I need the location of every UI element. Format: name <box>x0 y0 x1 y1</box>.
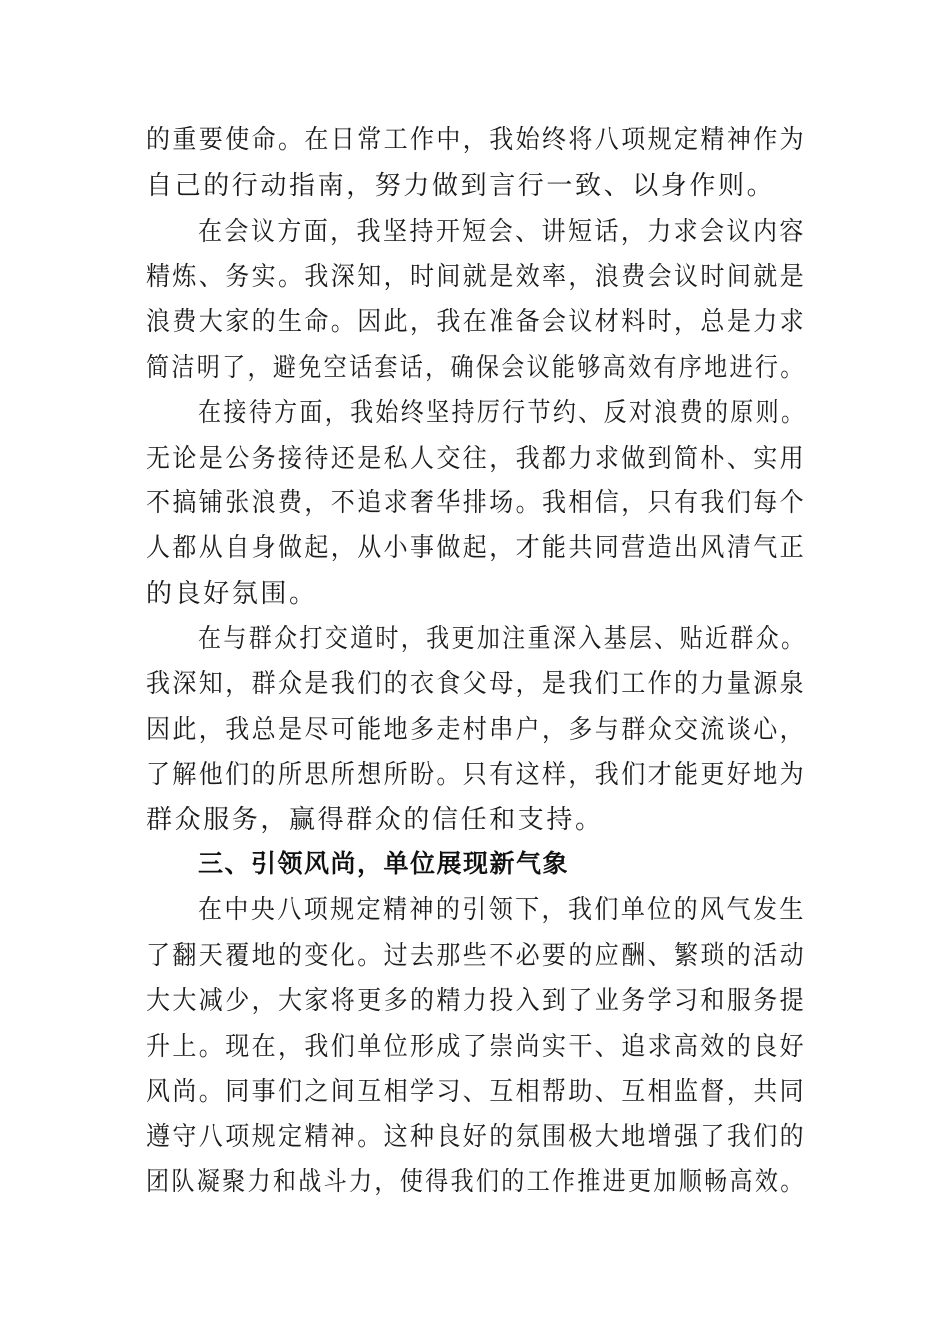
paragraph-4-line-4: 了解他们的所思所想所盼。只有这样，我们才能更好地为 <box>146 760 807 790</box>
section-heading: 三、引领风尚，单位展现新气象 <box>198 849 570 878</box>
paragraph-5-line-6: 遵守八项规定精神。这种良好的氛围极大地增强了我们的 <box>146 1122 807 1152</box>
paragraph-2-line-2: 精炼、务实。我深知，时间就是效率，浪费会议时间就是 <box>146 262 807 292</box>
paragraph-3-line-3: 不搞铺张浪费，不追求奢华排场。我相信，只有我们每个 <box>146 488 807 518</box>
paragraph-2-line-1: 在会议方面，我坚持开短会、讲短话，力求会议内容 <box>198 217 806 247</box>
paragraph-4-line-3: 因此，我总是尽可能地多走村串户，多与群众交流谈心， <box>146 715 807 745</box>
paragraph-3-line-2: 无论是公务接待还是私人交往，我都力求做到简朴、实用 <box>146 444 807 474</box>
paragraph-5-line-7: 团队凝聚力和战斗力，使得我们的工作推进更加顺畅高效。 <box>146 1167 806 1197</box>
paragraph-5-line-1: 在中央八项规定精神的引领下，我们单位的风气发生 <box>198 895 806 925</box>
paragraph-5-line-3: 大大减少，大家将更多的精力投入到了业务学习和服务提 <box>146 986 807 1016</box>
paragraph-4-line-5: 群众服务，赢得群众的信任和支持。 <box>146 805 604 835</box>
paragraph-3-line-4: 人都从自身做起，从小事做起，才能共同营造出风清气正 <box>146 533 807 563</box>
paragraph-4-line-1: 在与群众打交道时，我更加注重深入基层、贴近群众。 <box>198 624 807 654</box>
paragraph-5-line-2: 了翻天覆地的变化。过去那些不必要的应酬、繁琐的活动 <box>146 941 807 971</box>
paragraph-1-line-1: 的重要使命。在日常工作中，我始终将八项规定精神作为 <box>146 125 807 155</box>
paragraph-2-line-3: 浪费大家的生命。因此，我在准备会议材料时，总是力求 <box>146 307 807 337</box>
paragraph-1-line-2: 自己的行动指南，努力做到言行一致、以身作则。 <box>146 171 776 201</box>
paragraph-5-line-4: 升上。现在，我们单位形成了崇尚实干、追求高效的良好 <box>146 1032 807 1062</box>
paragraph-3-line-1: 在接待方面，我始终坚持厉行节约、反对浪费的原则。 <box>198 398 807 428</box>
paragraph-4-line-2: 我深知，群众是我们的衣食父母，是我们工作的力量源泉 <box>146 669 807 699</box>
paragraph-3-line-5: 的良好氛围。 <box>146 579 318 609</box>
paragraph-2-line-4: 简洁明了，避免空话套话，确保会议能够高效有序地进行。 <box>146 353 806 383</box>
paragraph-5-line-5: 风尚。同事们之间互相学习、互相帮助、互相监督，共同 <box>146 1077 807 1107</box>
